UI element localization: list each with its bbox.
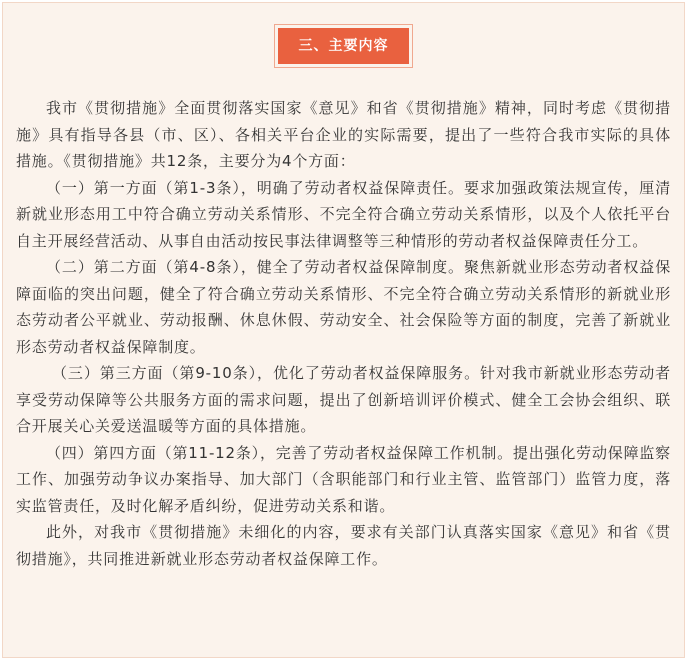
article-card bbox=[2, 2, 685, 658]
section-header bbox=[274, 24, 413, 68]
article-body bbox=[16, 95, 671, 572]
aspect-2-paragraph: （二）第二方面（第4-8条），健全了劳动者权益保障制度。聚焦新就业形态劳动者权益保障面临的突出问题，健全了符合确立劳动关系情形、不完全符合确立劳动关系情形的新就业形态劳动者公平就业、劳动报酬、休息休假、劳动安全、社会保险等方面的制度，完善了新就业形态劳动者权益保障制度。 bbox=[16, 258, 671, 356]
aspect-3-paragraph: （三）第三方面（第9-10条），优化了劳动者权益保障服务。针对我市新就业形态劳动者享受劳动保障等公共服务方面的需求问题，提出了创新培训评价模式、健全工会协会组织、联合开展关心关爱送温暖等方面的具体措施。 bbox=[16, 364, 671, 435]
aspect-4-paragraph: （四）第四方面（第11-12条），完善了劳动者权益保障工作机制。提出强化劳动保障监察工作、加强劳动争议办案指导、加大部门（含职能部门和行业主管、监管部门）监管力度，落实监管责任，及时化解矛盾纠纷，促进劳动关系和谐。 bbox=[16, 443, 671, 515]
section-title: 三、主要内容 bbox=[278, 28, 409, 64]
intro-paragraph: 我市《贯彻措施》全面贯彻落实国家《意见》和省《贯彻措施》精神，同时考虑《贯彻措施》具有指导各县（市、区）、各相关平台企业的实际需要，提出了一些符合我市实际的具体措施。《贯彻措施》共12条，主要分为4个方面： bbox=[16, 99, 671, 170]
aspect-1-paragraph: （一）第一方面（第1-3条），明确了劳动者权益保障责任。要求加强政策法规宣传，厘清新就业形态用工中符合确立劳动关系情形、不完全符合确立劳动关系情形，以及个人依托平台自主开展经营活动、从事自由活动按民事法律调整等三种情形的劳动者权益保障责任分工。 bbox=[16, 178, 671, 250]
closing-paragraph: 此外，对我市《贯彻措施》未细化的内容，要求有关部门认真落实国家《意见》和省《贯彻措施》，共同推进新就业形态劳动者权益保障工作。 bbox=[16, 523, 671, 568]
